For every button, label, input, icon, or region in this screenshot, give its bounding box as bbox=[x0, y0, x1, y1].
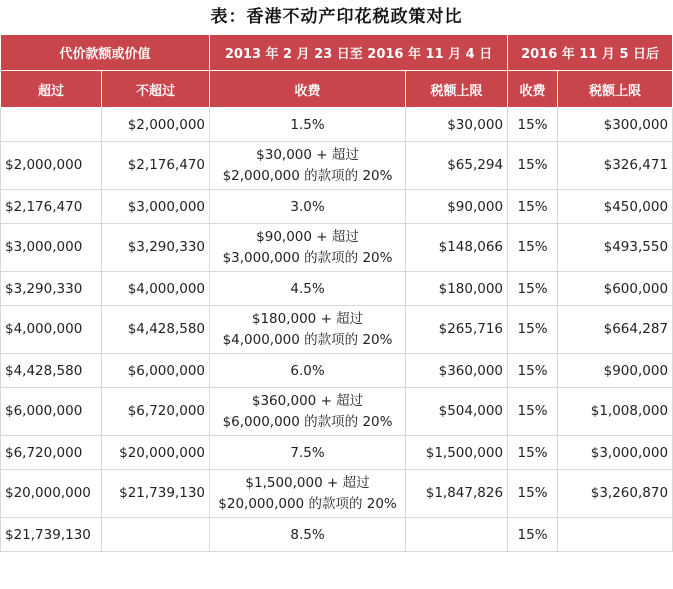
header-not-exceed: 不超过 bbox=[102, 71, 210, 108]
cell-cap-period1: $65,294 bbox=[406, 142, 508, 190]
fee-line-1: 1.5% bbox=[290, 116, 325, 133]
table-row bbox=[1, 388, 673, 436]
cell-fee-period2: 15% bbox=[508, 224, 558, 272]
header-row-columns bbox=[1, 71, 673, 108]
header-exceed: 超过 bbox=[1, 71, 102, 108]
cell-exceed: $4,428,580 bbox=[1, 354, 102, 388]
cell-not-exceed: $6,000,000 bbox=[102, 354, 210, 388]
fee-line-1: 8.5% bbox=[290, 526, 325, 543]
cell-cap-period2: $664,287 bbox=[558, 306, 673, 354]
cell-fee-period2: 15% bbox=[508, 470, 558, 518]
cell-cap-period2: $493,550 bbox=[558, 224, 673, 272]
cell-exceed: $6,000,000 bbox=[1, 388, 102, 436]
cell-fee-period1 bbox=[210, 518, 406, 552]
cell-exceed: $6,720,000 bbox=[1, 436, 102, 470]
fee-line-1: 7.5% bbox=[290, 444, 325, 461]
cell-fee-period2: 15% bbox=[508, 436, 558, 470]
cell-cap-period1: $148,066 bbox=[406, 224, 508, 272]
fee-line-2: $20,000,000 的款项的 20% bbox=[218, 495, 397, 512]
header-consideration: 代价款额或价值 bbox=[1, 35, 210, 71]
cell-fee-period1 bbox=[210, 354, 406, 388]
table-row bbox=[1, 224, 673, 272]
cell-fee-period2: 15% bbox=[508, 354, 558, 388]
table-row bbox=[1, 306, 673, 354]
table-row bbox=[1, 272, 673, 306]
cell-cap-period2: $1,008,000 bbox=[558, 388, 673, 436]
cell-cap-period2 bbox=[558, 518, 673, 552]
fee-line-2: $3,000,000 的款项的 20% bbox=[222, 249, 393, 266]
header-row-groups bbox=[1, 35, 673, 71]
cell-cap-period1: $90,000 bbox=[406, 190, 508, 224]
cell-exceed: $21,739,130 bbox=[1, 518, 102, 552]
cell-cap-period2: $450,000 bbox=[558, 190, 673, 224]
cell-cap-period1: $180,000 bbox=[406, 272, 508, 306]
fee-line-1: 4.5% bbox=[290, 280, 325, 297]
table-row bbox=[1, 470, 673, 518]
cell-fee-period1 bbox=[210, 272, 406, 306]
header-cap-period2: 税额上限 bbox=[558, 71, 673, 108]
cell-not-exceed: $20,000,000 bbox=[102, 436, 210, 470]
cell-cap-period1 bbox=[406, 518, 508, 552]
cell-fee-period2: 15% bbox=[508, 108, 558, 142]
cell-exceed: $2,000,000 bbox=[1, 142, 102, 190]
fee-line-1: 6.0% bbox=[290, 362, 325, 379]
cell-exceed: $20,000,000 bbox=[1, 470, 102, 518]
cell-not-exceed: $4,000,000 bbox=[102, 272, 210, 306]
cell-fee-period1 bbox=[210, 470, 406, 518]
table-row bbox=[1, 436, 673, 470]
cell-fee-period1 bbox=[210, 436, 406, 470]
page-title: 表：香港不动产印花税政策对比 bbox=[210, 7, 463, 27]
header-fee-period1: 收费 bbox=[210, 71, 406, 108]
fee-line-2: $6,000,000 的款项的 20% bbox=[222, 413, 393, 430]
cell-fee-period2: 15% bbox=[508, 142, 558, 190]
fee-line-2: $2,000,000 的款项的 20% bbox=[222, 167, 393, 184]
cell-fee-period2: 15% bbox=[508, 272, 558, 306]
cell-not-exceed: $2,176,470 bbox=[102, 142, 210, 190]
table-row bbox=[1, 108, 673, 142]
fee-line-1: 3.0% bbox=[290, 198, 325, 215]
cell-fee-period2: 15% bbox=[508, 306, 558, 354]
cell-fee-period1 bbox=[210, 388, 406, 436]
cell-cap-period1: $504,000 bbox=[406, 388, 508, 436]
cell-fee-period1 bbox=[210, 190, 406, 224]
table-row bbox=[1, 354, 673, 388]
cell-not-exceed: $2,000,000 bbox=[102, 108, 210, 142]
cell-fee-period1 bbox=[210, 306, 406, 354]
cell-not-exceed: $3,000,000 bbox=[102, 190, 210, 224]
fee-line-1: $180,000 + 超过 bbox=[251, 310, 364, 327]
cell-exceed bbox=[1, 108, 102, 142]
cell-not-exceed: $6,720,000 bbox=[102, 388, 210, 436]
cell-cap-period1: $1,500,000 bbox=[406, 436, 508, 470]
header-period-after-2016: 2016 年 11 月 5 日后 bbox=[508, 35, 673, 71]
cell-cap-period2: $300,000 bbox=[558, 108, 673, 142]
cell-cap-period2: $3,000,000 bbox=[558, 436, 673, 470]
cell-not-exceed: $21,739,130 bbox=[102, 470, 210, 518]
header-fee-period2: 收费 bbox=[508, 71, 558, 108]
cell-cap-period2: $3,260,870 bbox=[558, 470, 673, 518]
cell-cap-period1: $265,716 bbox=[406, 306, 508, 354]
table-row bbox=[1, 190, 673, 224]
fee-line-2: $4,000,000 的款项的 20% bbox=[222, 331, 393, 348]
table-row bbox=[1, 518, 673, 552]
cell-fee-period2: 15% bbox=[508, 518, 558, 552]
cell-fee-period2: 15% bbox=[508, 190, 558, 224]
header-cap-period1: 税额上限 bbox=[406, 71, 508, 108]
cell-exceed: $3,000,000 bbox=[1, 224, 102, 272]
fee-line-1: $360,000 + 超过 bbox=[251, 392, 364, 409]
cell-cap-period1: $360,000 bbox=[406, 354, 508, 388]
fee-line-1: $30,000 + 超过 bbox=[256, 146, 359, 163]
fee-line-1: $1,500,000 + 超过 bbox=[245, 474, 370, 491]
cell-cap-period1: $1,847,826 bbox=[406, 470, 508, 518]
table-row bbox=[1, 142, 673, 190]
cell-fee-period1 bbox=[210, 224, 406, 272]
table-body bbox=[1, 108, 673, 552]
fee-line-1: $90,000 + 超过 bbox=[256, 228, 359, 245]
cell-fee-period1 bbox=[210, 142, 406, 190]
cell-exceed: $4,000,000 bbox=[1, 306, 102, 354]
cell-cap-period2: $600,000 bbox=[558, 272, 673, 306]
cell-not-exceed bbox=[102, 518, 210, 552]
stamp-duty-table bbox=[0, 34, 673, 552]
cell-not-exceed: $4,428,580 bbox=[102, 306, 210, 354]
cell-cap-period1: $30,000 bbox=[406, 108, 508, 142]
header-period-2013-2016: 2013 年 2 月 23 日至 2016 年 11 月 4 日 bbox=[210, 35, 508, 71]
cell-exceed: $3,290,330 bbox=[1, 272, 102, 306]
cell-fee-period1 bbox=[210, 108, 406, 142]
cell-not-exceed: $3,290,330 bbox=[102, 224, 210, 272]
cell-exceed: $2,176,470 bbox=[1, 190, 102, 224]
cell-cap-period2: $326,471 bbox=[558, 142, 673, 190]
cell-fee-period2: 15% bbox=[508, 388, 558, 436]
cell-cap-period2: $900,000 bbox=[558, 354, 673, 388]
